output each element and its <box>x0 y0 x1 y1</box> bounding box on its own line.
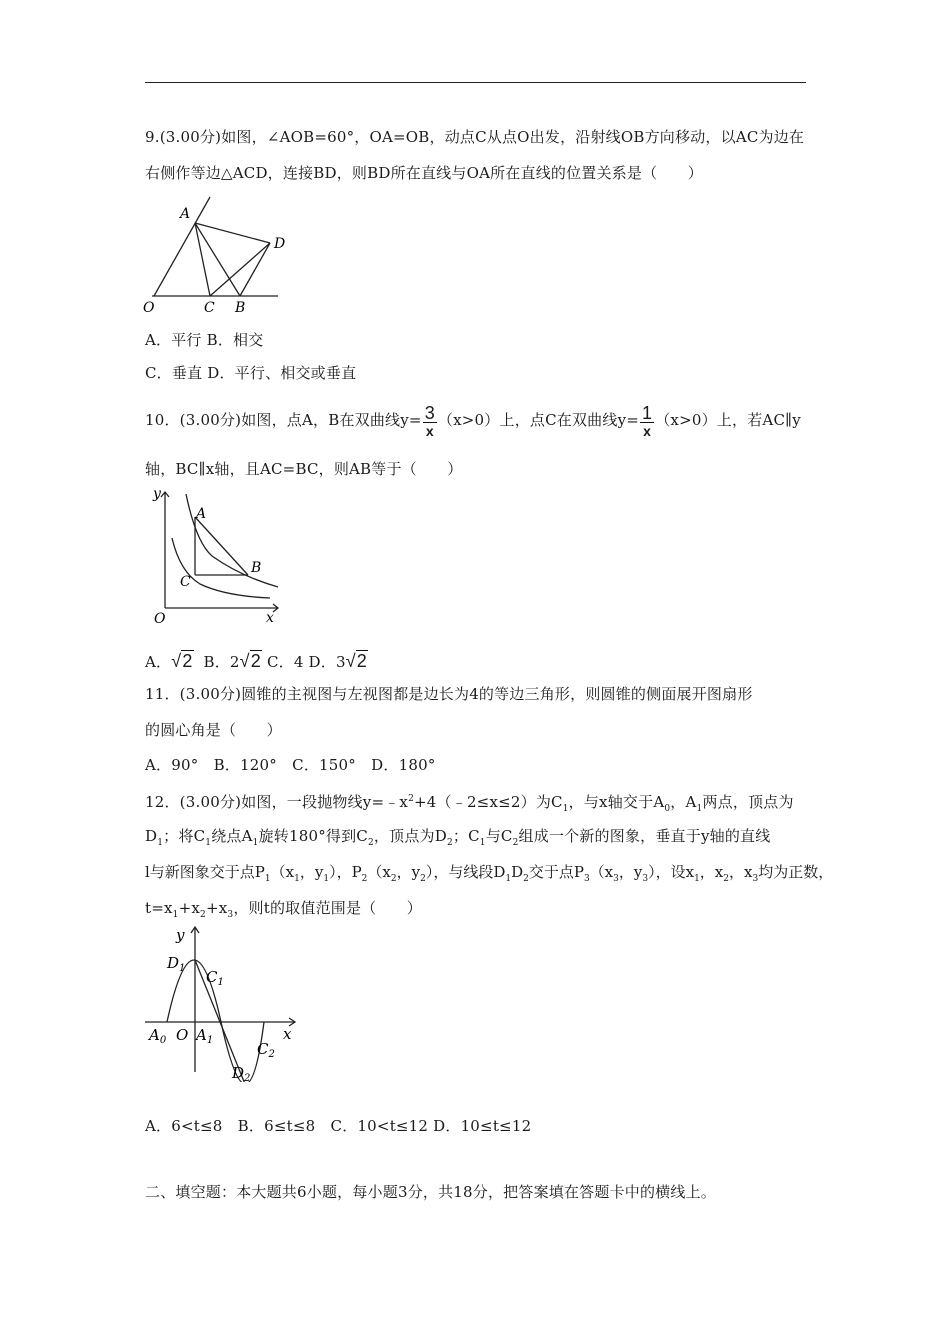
q12-label-y: y <box>176 926 185 944</box>
q10-figure <box>140 484 290 628</box>
q12-label-O: O <box>176 1026 189 1044</box>
q12-stem-line3 <box>145 862 833 889</box>
q12-l4-a: t=x <box>145 899 173 917</box>
q11-stem-line1: 11．(3.00分)圆锥的主视图与左视图都是边长为4的等边三角形，则圆锥的侧面展开图扇形 <box>145 685 753 703</box>
q12-l3-s10: 3 <box>613 874 619 884</box>
q12-l1-d: ，A <box>670 793 697 811</box>
q12-label-C1-letter: C <box>206 968 218 986</box>
q12-l2-sub4: 2 <box>367 838 374 848</box>
q10-stem-pre: 10．(3.00分)如图，点A，B在双曲线y= <box>145 411 422 429</box>
q12-label-C1 <box>206 968 224 988</box>
section2-heading: 二、填空题：本大题共6小题，每小题3分，共18分，把答案填在答题卡中的横线上。 <box>145 1183 716 1201</box>
q10-label-y: y <box>153 486 161 502</box>
q12-l2-f: ；C <box>452 827 480 845</box>
q12-stem-line1 <box>145 789 794 819</box>
q10-label-C: C <box>180 574 191 590</box>
q10-stem-line2: 轴，BC∥x轴，且AC=BC，则AB等于（ ） <box>145 460 463 478</box>
q10-label-x: x <box>266 610 274 624</box>
q10-sqrt-d: √2 <box>345 651 368 671</box>
q9-stem-line1: 9.(3.00分)如图，∠AOB=60°，OA=OB，动点C从点O出发，沿射线OB方向移动，以AC为边在 <box>145 128 805 146</box>
q12-l3-e: （x <box>367 863 391 881</box>
q12-l2-h: 组成一个新的图象，垂直于y轴的直线 <box>518 827 771 845</box>
q10-options <box>145 649 368 674</box>
q10-sqrt-d-radicand: 2 <box>356 651 368 671</box>
q10-sqrt-b-radicand: 2 <box>250 651 261 671</box>
q12-l3-j: （x <box>589 863 614 881</box>
q12-label-A0 <box>147 1026 167 1046</box>
q10-label-A: A <box>196 506 207 522</box>
q12-l3-k: ，y <box>618 863 643 881</box>
q12-l2-c: 绕点A <box>211 827 253 845</box>
q12-l2-sub7: 2 <box>512 838 519 848</box>
q12-l3-s2: 1 <box>294 874 300 884</box>
q12-l1-e: 两点，顶点为 <box>702 793 794 811</box>
q12-l3-h: D <box>511 863 524 881</box>
q12-l3-s7: 1 <box>505 874 512 884</box>
q10-frac1-num: 3 <box>424 402 435 423</box>
q12-l4-d: ，则t的取值范围是（ ） <box>233 899 422 917</box>
q12-l1-sub3: 1 <box>696 804 703 814</box>
q12-stem-line4 <box>145 898 422 925</box>
q12-l2-sub5: 2 <box>446 838 453 848</box>
q9-label-A: A <box>180 206 191 222</box>
q12-options: A．6<t≤8 B．6≤t≤8 C．10<t≤12 D．10≤t≤12 <box>145 1117 532 1135</box>
q12-l4-s3: 3 <box>227 910 234 920</box>
q12-label-C2-sub: 2 <box>268 1049 275 1060</box>
q10-label-O: O <box>154 611 166 624</box>
q12-l2-a: D <box>145 827 158 845</box>
q12-l1-sub1: 1 <box>562 804 569 814</box>
q12-l1-c: ，与x轴交于A <box>568 793 665 811</box>
q9-stem-line2: 右侧作等边△ACD，连接BD，则BD所在直线与OA所在直线的位置关系是（ ） <box>145 164 703 182</box>
q10-fraction-1-over-x <box>640 404 654 439</box>
q10-frac2-num: 1 <box>642 402 653 423</box>
q12-l3-o: 均为正数， <box>758 863 834 881</box>
q10-sqrt-a: √2 <box>171 651 193 671</box>
q9-label-C: C <box>204 300 215 316</box>
q10-fraction-3-over-x <box>423 404 437 439</box>
q12-l2-sub2: 1 <box>205 838 212 848</box>
q12-l3-c: ，y <box>299 863 324 881</box>
q10-option-b: B．2 <box>203 653 240 671</box>
q12-l2-sub3: 1 <box>252 838 259 848</box>
q10-stem-mid: （x>0）上，点C在双曲线y= <box>437 411 640 429</box>
q10-stem-line1 <box>145 402 801 439</box>
q9-label-O: O <box>143 300 155 316</box>
q12-l3-i: 交于点P <box>528 863 584 881</box>
header-rule <box>145 82 806 83</box>
q10-label-B: B <box>251 560 262 576</box>
q12-label-A0-letter: A <box>149 1026 160 1044</box>
q12-label-C1-sub: 1 <box>217 977 224 988</box>
q12-l1-sub2: 0 <box>664 804 671 814</box>
q10-option-cd: C．4 D．3 <box>266 653 346 671</box>
q12-l2-d: 旋转180°得到C <box>258 827 368 845</box>
q9-label-B: B <box>235 300 246 316</box>
q9-figure <box>140 192 290 321</box>
q12-label-A1-sub: 1 <box>206 1035 214 1046</box>
q12-label-A0-sub: 0 <box>159 1035 167 1046</box>
q12-l3-s8: 2 <box>523 874 529 884</box>
q12-l3-s9: 3 <box>583 874 590 884</box>
q12-l2-b: ；将C <box>163 827 206 845</box>
q12-label-D1 <box>166 954 185 974</box>
q9-options-cd: C．垂直 D．平行、相交或垂直 <box>145 364 357 382</box>
q12-l2-e: ，顶点为D <box>373 827 447 845</box>
q12-l3-s12: 1 <box>694 874 700 884</box>
q12-l3-s14: 3 <box>752 874 759 884</box>
q9-options-ab: A．平行 B．相交 <box>145 331 264 349</box>
q12-l3-s5: 2 <box>390 874 397 884</box>
q12-l3-n: ，x <box>729 863 753 881</box>
q10-option-a: A． <box>145 653 172 671</box>
q12-l2-sub1: 1 <box>157 838 164 848</box>
q12-l3-s6: 2 <box>420 874 426 884</box>
q12-l3-g: ），与线段D <box>425 863 506 881</box>
q12-label-D2-letter: D <box>232 1064 245 1082</box>
q12-label-D2-sub: 2 <box>244 1073 251 1082</box>
q12-l4-s2: 2 <box>200 910 206 920</box>
q12-l1-b: +4（﹣2≤x≤2）为C <box>414 793 563 811</box>
q12-label-C2 <box>257 1040 275 1060</box>
q10-frac1-den: x <box>425 422 434 439</box>
q12-l4-s1: 1 <box>172 910 179 920</box>
q12-l1-a: 12．(3.00分)如图，一段抛物线y=﹣x <box>145 793 409 811</box>
q12-label-C2-letter: C <box>257 1040 269 1058</box>
q12-l4-b: +x <box>178 899 201 917</box>
q12-label-A1 <box>194 1026 213 1046</box>
q12-stem-line2 <box>145 826 770 853</box>
q12-l3-s11: 3 <box>642 874 649 884</box>
q12-l3-f: ，y <box>396 863 421 881</box>
q10-stem-post: （x>0）上，若AC∥y <box>655 411 801 429</box>
q12-l3-s1: 1 <box>264 874 271 884</box>
q10-sqrt-b: √2 <box>239 651 261 671</box>
q11-options: A．90° B．120° C．150° D．180° <box>145 756 436 774</box>
q12-l4-c: +x <box>205 899 228 917</box>
q9-label-D: D <box>274 236 286 252</box>
q12-l3-s4: 2 <box>361 874 368 884</box>
q12-l3-m: ，x <box>699 863 724 881</box>
q12-l3-l: ），设x <box>648 863 695 881</box>
q12-l1-sup: 2 <box>408 794 415 804</box>
q12-l2-sub6: 1 <box>479 838 486 848</box>
q12-l2-g: 与C <box>485 827 513 845</box>
q12-l3-s13: 2 <box>723 874 729 884</box>
q12-l3-s3: 1 <box>323 874 330 884</box>
q11-stem-line2: 的圆心角是（ ） <box>145 721 282 739</box>
q12-label-A1-letter: A <box>196 1026 207 1044</box>
q12-l3-a: l与新图象交于点P <box>145 863 265 881</box>
q12-l3-b: （x <box>270 863 295 881</box>
q10-frac2-den: x <box>643 422 652 439</box>
q12-label-D2 <box>231 1064 250 1082</box>
q12-label-D1-sub: 1 <box>179 963 186 974</box>
q12-figure <box>140 922 300 1086</box>
q10-sqrt-a-radicand: 2 <box>182 651 193 671</box>
q12-label-x: x <box>283 1025 292 1043</box>
q12-l3-d: ），P <box>329 863 362 881</box>
q12-label-D1-letter: D <box>167 954 180 972</box>
